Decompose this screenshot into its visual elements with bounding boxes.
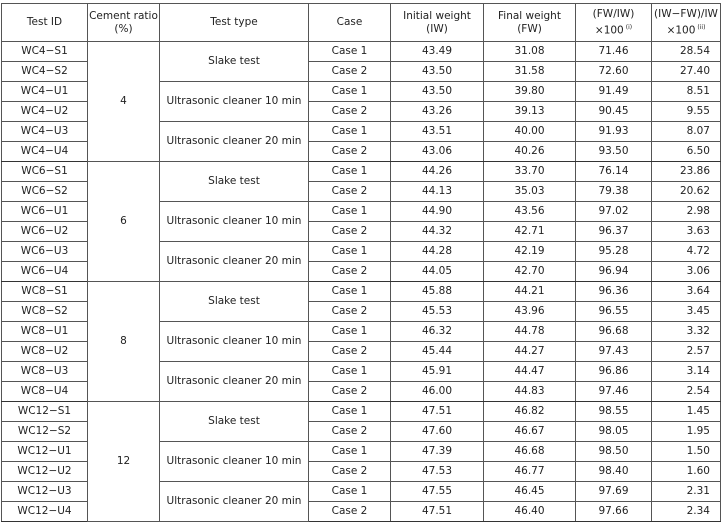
initial-weight-cell: 44.05: [391, 262, 484, 282]
initial-weight-cell: 43.50: [391, 62, 484, 82]
ratio-fw-iw-cell: 91.93: [576, 122, 652, 142]
ratio-loss-cell: 27.40: [652, 62, 721, 82]
ratio-fw-iw-cell: 98.50: [576, 442, 652, 462]
test-id-cell: WC6−S1: [2, 162, 88, 182]
final-weight-cell: 40.00: [484, 122, 576, 142]
test-type-cell: Ultrasonic cleaner 20 min: [160, 362, 309, 402]
test-id-cell: WC12−S2: [2, 422, 88, 442]
case-cell: Case 2: [309, 182, 391, 202]
initial-weight-cell: 44.28: [391, 242, 484, 262]
initial-weight-cell: 43.50: [391, 82, 484, 102]
header-case: [309, 4, 391, 42]
final-weight-cell: 43.96: [484, 302, 576, 322]
case-cell: Case 2: [309, 422, 391, 442]
final-weight-cell: 43.56: [484, 202, 576, 222]
case-cell: Case 1: [309, 482, 391, 502]
ratio-loss-cell: 3.06: [652, 262, 721, 282]
header-initial-weight-label: Initial weight: [403, 9, 471, 22]
header-final-weight: [484, 4, 576, 42]
ratio-loss-cell: 1.50: [652, 442, 721, 462]
ratio-loss-cell: 4.72: [652, 242, 721, 262]
ratio-fw-iw-cell: 91.49: [576, 82, 652, 102]
header-test-type: [160, 4, 309, 42]
ratio-fw-iw-cell: 96.94: [576, 262, 652, 282]
table-body: [2, 42, 721, 522]
final-weight-cell: 39.13: [484, 102, 576, 122]
final-weight-cell: 46.77: [484, 462, 576, 482]
test-id-cell: WC12−U3: [2, 482, 88, 502]
ratio-fw-iw-cell: 97.02: [576, 202, 652, 222]
case-cell: Case 1: [309, 42, 391, 62]
header-ratio-fw-iw-multiplier: ×100: [594, 24, 624, 37]
ratio-loss-cell: 23.86: [652, 162, 721, 182]
final-weight-cell: 33.70: [484, 162, 576, 182]
test-id-cell: WC12−U2: [2, 462, 88, 482]
header-ratio-loss-label: (IW−FW)/IW: [654, 7, 718, 20]
table-row: [2, 162, 721, 182]
ratio-fw-iw-cell: 98.55: [576, 402, 652, 422]
test-type-cell: Slake test: [160, 402, 309, 442]
ratio-loss-cell: 20.62: [652, 182, 721, 202]
ratio-fw-iw-cell: 97.66: [576, 502, 652, 522]
test-id-cell: WC4−U4: [2, 142, 88, 162]
test-id-cell: WC6−U3: [2, 242, 88, 262]
final-weight-cell: 44.83: [484, 382, 576, 402]
ratio-fw-iw-cell: 95.28: [576, 242, 652, 262]
initial-weight-cell: 47.51: [391, 402, 484, 422]
test-id-cell: WC8−U1: [2, 322, 88, 342]
test-id-cell: WC12−S1: [2, 402, 88, 422]
ratio-fw-iw-cell: 98.40: [576, 462, 652, 482]
table-row: [2, 282, 721, 302]
initial-weight-cell: 45.53: [391, 302, 484, 322]
ratio-fw-iw-cell: 72.60: [576, 62, 652, 82]
header-cement-ratio-label: Cement ratio: [89, 9, 158, 22]
test-id-cell: WC4−U1: [2, 82, 88, 102]
test-id-cell: WC8−U2: [2, 342, 88, 362]
test-id-cell: WC6−U2: [2, 222, 88, 242]
ratio-fw-iw-cell: 96.37: [576, 222, 652, 242]
initial-weight-cell: 44.32: [391, 222, 484, 242]
final-weight-cell: 46.68: [484, 442, 576, 462]
case-cell: Case 1: [309, 202, 391, 222]
cement-ratio-cell: 4: [88, 42, 160, 162]
ratio-fw-iw-cell: 96.55: [576, 302, 652, 322]
ratio-loss-cell: 3.64: [652, 282, 721, 302]
initial-weight-cell: 43.26: [391, 102, 484, 122]
ratio-loss-cell: 2.54: [652, 382, 721, 402]
test-id-cell: WC4−S1: [2, 42, 88, 62]
initial-weight-cell: 43.49: [391, 42, 484, 62]
final-weight-cell: 39.80: [484, 82, 576, 102]
initial-weight-cell: 43.06: [391, 142, 484, 162]
ratio-fw-iw-cell: 97.46: [576, 382, 652, 402]
header-initial-weight-unit: (IW): [426, 22, 448, 35]
cement-ratio-cell: 6: [88, 162, 160, 282]
initial-weight-cell: 43.51: [391, 122, 484, 142]
case-cell: Case 1: [309, 402, 391, 422]
ratio-loss-cell: 3.63: [652, 222, 721, 242]
cement-ratio-cell: 8: [88, 282, 160, 402]
final-weight-cell: 35.03: [484, 182, 576, 202]
case-cell: Case 1: [309, 162, 391, 182]
ratio-loss-cell: 2.34: [652, 502, 721, 522]
final-weight-cell: 31.08: [484, 42, 576, 62]
test-type-cell: Slake test: [160, 282, 309, 322]
test-type-cell: Ultrasonic cleaner 10 min: [160, 202, 309, 242]
initial-weight-cell: 47.55: [391, 482, 484, 502]
case-cell: Case 1: [309, 82, 391, 102]
final-weight-cell: 40.26: [484, 142, 576, 162]
initial-weight-cell: 44.13: [391, 182, 484, 202]
results-table: [1, 3, 721, 522]
case-cell: Case 2: [309, 342, 391, 362]
test-type-cell: Ultrasonic cleaner 20 min: [160, 482, 309, 522]
initial-weight-cell: 47.60: [391, 422, 484, 442]
test-id-cell: WC4−S2: [2, 62, 88, 82]
header-test-id: [2, 4, 88, 42]
test-id-cell: WC8−U3: [2, 362, 88, 382]
ratio-loss-cell: 3.45: [652, 302, 721, 322]
header-ratio-fw-iw: [576, 4, 652, 42]
ratio-fw-iw-cell: 96.86: [576, 362, 652, 382]
ratio-fw-iw-cell: 96.68: [576, 322, 652, 342]
ratio-loss-cell: 6.50: [652, 142, 721, 162]
ratio-fw-iw-cell: 97.69: [576, 482, 652, 502]
final-weight-cell: 46.67: [484, 422, 576, 442]
ratio-loss-cell: 1.95: [652, 422, 721, 442]
test-id-cell: WC12−U4: [2, 502, 88, 522]
case-cell: Case 1: [309, 122, 391, 142]
ratio-loss-cell: 2.31: [652, 482, 721, 502]
final-weight-cell: 31.58: [484, 62, 576, 82]
test-id-cell: WC6−U4: [2, 262, 88, 282]
header-ratio-loss: [652, 4, 721, 42]
final-weight-cell: 44.27: [484, 342, 576, 362]
test-type-cell: Slake test: [160, 42, 309, 82]
test-type-cell: Ultrasonic cleaner 10 min: [160, 322, 309, 362]
ratio-loss-cell: 3.32: [652, 322, 721, 342]
initial-weight-cell: 47.53: [391, 462, 484, 482]
case-cell: Case 1: [309, 442, 391, 462]
ratio-fw-iw-cell: 71.46: [576, 42, 652, 62]
results-table-container: [1, 3, 720, 522]
ratio-loss-cell: 8.07: [652, 122, 721, 142]
initial-weight-cell: 45.91: [391, 362, 484, 382]
table-header: [2, 4, 721, 42]
ratio-loss-cell: 2.57: [652, 342, 721, 362]
initial-weight-cell: 47.39: [391, 442, 484, 462]
case-cell: Case 1: [309, 242, 391, 262]
header-cement-ratio: [88, 4, 160, 42]
initial-weight-cell: 44.26: [391, 162, 484, 182]
ratio-fw-iw-cell: 97.43: [576, 342, 652, 362]
test-type-cell: Ultrasonic cleaner 10 min: [160, 442, 309, 482]
table-row: [2, 402, 721, 422]
final-weight-cell: 46.40: [484, 502, 576, 522]
final-weight-cell: 42.71: [484, 222, 576, 242]
final-weight-cell: 42.70: [484, 262, 576, 282]
header-ratio-loss-ref: (ii): [697, 23, 706, 31]
ratio-loss-cell: 1.60: [652, 462, 721, 482]
final-weight-cell: 42.19: [484, 242, 576, 262]
case-cell: Case 2: [309, 382, 391, 402]
final-weight-cell: 44.47: [484, 362, 576, 382]
final-weight-cell: 46.45: [484, 482, 576, 502]
ratio-loss-cell: 1.45: [652, 402, 721, 422]
ratio-fw-iw-cell: 93.50: [576, 142, 652, 162]
case-cell: Case 2: [309, 502, 391, 522]
header-ratio-fw-iw-label: (FW/IW): [592, 7, 635, 20]
header-test-type-label: Test type: [210, 16, 258, 28]
initial-weight-cell: 46.32: [391, 322, 484, 342]
initial-weight-cell: 45.88: [391, 282, 484, 302]
ratio-fw-iw-cell: 96.36: [576, 282, 652, 302]
test-type-cell: Ultrasonic cleaner 10 min: [160, 82, 309, 122]
initial-weight-cell: 47.51: [391, 502, 484, 522]
final-weight-cell: 44.21: [484, 282, 576, 302]
test-id-cell: WC6−U1: [2, 202, 88, 222]
case-cell: Case 2: [309, 222, 391, 242]
header-cement-ratio-unit: (%): [114, 22, 133, 35]
ratio-loss-cell: 9.55: [652, 102, 721, 122]
case-cell: Case 2: [309, 102, 391, 122]
final-weight-cell: 46.82: [484, 402, 576, 422]
header-ratio-fw-iw-ref: (i): [625, 23, 633, 31]
test-type-cell: Ultrasonic cleaner 20 min: [160, 122, 309, 162]
ratio-loss-cell: 28.54: [652, 42, 721, 62]
test-type-cell: Slake test: [160, 162, 309, 202]
case-cell: Case 2: [309, 262, 391, 282]
case-cell: Case 2: [309, 142, 391, 162]
test-id-cell: WC6−S2: [2, 182, 88, 202]
case-cell: Case 2: [309, 462, 391, 482]
final-weight-cell: 44.78: [484, 322, 576, 342]
test-id-cell: WC12−U1: [2, 442, 88, 462]
ratio-fw-iw-cell: 98.05: [576, 422, 652, 442]
header-final-weight-unit: (FW): [517, 22, 542, 35]
table-row: [2, 42, 721, 62]
initial-weight-cell: 44.90: [391, 202, 484, 222]
header-final-weight-label: Final weight: [498, 9, 561, 22]
header-initial-weight: [391, 4, 484, 42]
header-row: [2, 4, 721, 42]
test-id-cell: WC4−U2: [2, 102, 88, 122]
header-case-label: Case: [336, 16, 363, 28]
ratio-loss-cell: 2.98: [652, 202, 721, 222]
header-test-id-label: Test ID: [26, 16, 63, 28]
test-id-cell: WC8−S2: [2, 302, 88, 322]
initial-weight-cell: 45.44: [391, 342, 484, 362]
ratio-fw-iw-cell: 79.38: [576, 182, 652, 202]
test-id-cell: WC4−U3: [2, 122, 88, 142]
test-id-cell: WC8−S1: [2, 282, 88, 302]
header-ratio-loss-multiplier: ×100: [666, 24, 696, 37]
ratio-fw-iw-cell: 76.14: [576, 162, 652, 182]
test-type-cell: Ultrasonic cleaner 20 min: [160, 242, 309, 282]
test-id-cell: WC8−U4: [2, 382, 88, 402]
case-cell: Case 1: [309, 282, 391, 302]
ratio-fw-iw-cell: 90.45: [576, 102, 652, 122]
case-cell: Case 1: [309, 362, 391, 382]
case-cell: Case 2: [309, 62, 391, 82]
ratio-loss-cell: 8.51: [652, 82, 721, 102]
case-cell: Case 2: [309, 302, 391, 322]
case-cell: Case 1: [309, 322, 391, 342]
cement-ratio-cell: 12: [88, 402, 160, 522]
initial-weight-cell: 46.00: [391, 382, 484, 402]
ratio-loss-cell: 3.14: [652, 362, 721, 382]
